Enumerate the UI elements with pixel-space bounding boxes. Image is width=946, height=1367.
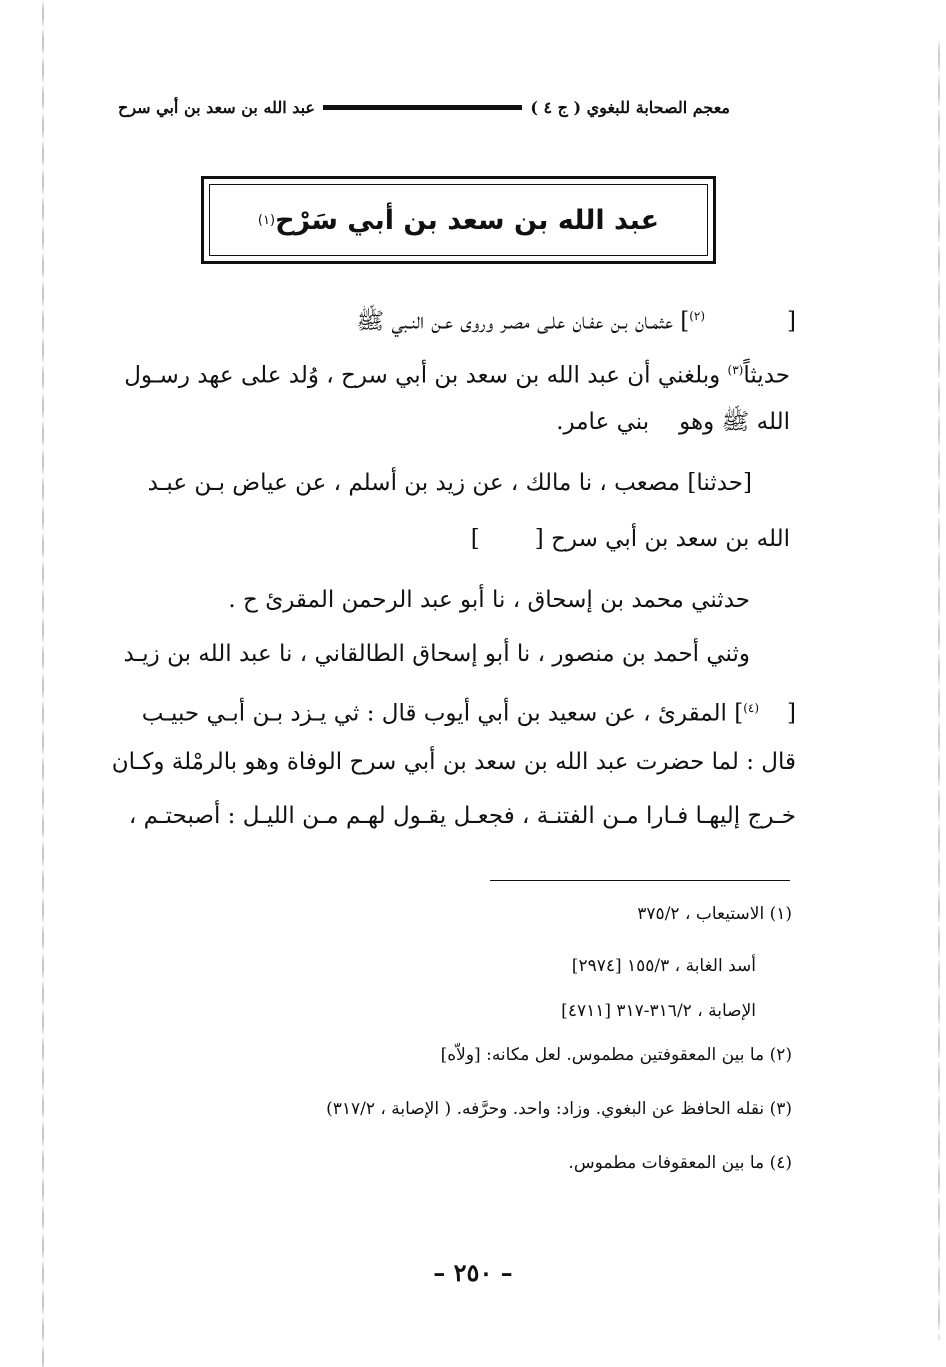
header-book-title: معجم الصحابة للبغوي ( ج ٤ ) [530, 97, 730, 117]
line-text: ] عثمـان بـن عفـان علـى مصـر وروى عـن النـبي ﷺ [356, 308, 690, 335]
footnote-text: أسد الغابة ، ١٥٥/٣ [٢٩٧٤] [571, 956, 756, 976]
body-line [100, 463, 752, 503]
footnote-number: (١) [769, 904, 792, 924]
footnote-number: (٤) [769, 1153, 792, 1173]
line-text: ] المقرئ ، عن سعيد بن أبي أيوب قال : ثي يـزد بـن أبـي حبيـب [141, 700, 744, 727]
footnote-ref: (١) [257, 212, 276, 228]
footnote-text: نقله الحافظ عن البغوي. وزاد: واحد. وحرَّفه. ( الإصابة ، ٣١٧/٢) [326, 1099, 765, 1119]
body-line [420, 519, 790, 559]
body-line [100, 796, 796, 836]
header-entry-name: عبد الله بن سعد بن أبي سرح [118, 97, 315, 117]
body-line [100, 688, 796, 728]
entry-title-text: عبد الله بن سعد بن أبي سَرْح [275, 204, 660, 236]
footnote [220, 1095, 792, 1123]
bracket-open: [ [787, 700, 796, 727]
line-text: الله ﷺ وهو [679, 409, 790, 435]
footnote [470, 997, 756, 1025]
body-line [100, 296, 796, 336]
footnote-text: الإصابة ، ٣١٦/٢-٣١٧ [٤٧١١] [561, 1001, 756, 1021]
line-text: وبلغني أن عبد الله بن سعد بن أبي سرح ، وُلد على عهد رسـول [124, 362, 728, 389]
scan-edge-dots [42, 0, 44, 1367]
footnote-number: (٣) [769, 1099, 792, 1119]
line-text: قال : لما حضرت عبد الله بن سعد بن أبي سرح الوفاة وهو بالرمْلة وكـان [111, 749, 796, 775]
footnote-text: ما بين المعقوفات مطموس. [568, 1153, 765, 1173]
footnote [480, 952, 756, 980]
footnote [520, 1149, 792, 1177]
footnote [500, 900, 792, 928]
footnote-ref: (٢) [689, 309, 706, 323]
page-number: – ٢٥٠ – [433, 1258, 513, 1287]
footnote-number: (٢) [769, 1045, 792, 1065]
body-line [100, 350, 790, 390]
footnote-text: الاستيعاب ، ٣٧٥/٢ [637, 904, 765, 924]
scan-edge-dots [938, 40, 940, 1340]
line-text: وثني أحمد بن منصور ، نا أبو إسحاق الطالقاني ، نا عبد الله بن زيـد [123, 641, 750, 667]
line-text: [حدثنا] مصعب ، نا مالك ، عن زيد بن أسلم ، عن عياض بـن عبـد [147, 470, 752, 496]
line-text: بني عامر. [556, 409, 650, 435]
line-text: حدثني محمد بن إسحاق ، نا أبو عبد الرحمن المقرئ ح . [228, 587, 750, 613]
body-line [100, 634, 750, 674]
footnote [360, 1041, 792, 1069]
footnote-ref: (٤) [743, 701, 760, 715]
entry-title-box [201, 176, 716, 264]
body-line [500, 402, 790, 442]
header-rule [323, 105, 522, 110]
running-header [118, 92, 730, 122]
footnote-text: ما بين المعقوفتين مطموس. لعل مكانه: [ولاّه] [440, 1045, 765, 1065]
line-text: خـرج إليهـا فـارا مـن الفتنـة ، فجعـل يقـول لهـم مـن الليـل : أصبحتـم ، [128, 803, 796, 829]
body-line [230, 580, 750, 620]
body-line [100, 742, 796, 782]
line-text: الله بن سعد بن أبي سرح [ [534, 526, 790, 552]
bracket-open: [ [787, 308, 796, 335]
entry-title [209, 184, 708, 256]
line-text: حديثاً [743, 362, 790, 389]
footnote-separator [490, 880, 790, 881]
bracket-close: ] [470, 526, 480, 552]
footnote-ref: (٣) [727, 363, 744, 377]
